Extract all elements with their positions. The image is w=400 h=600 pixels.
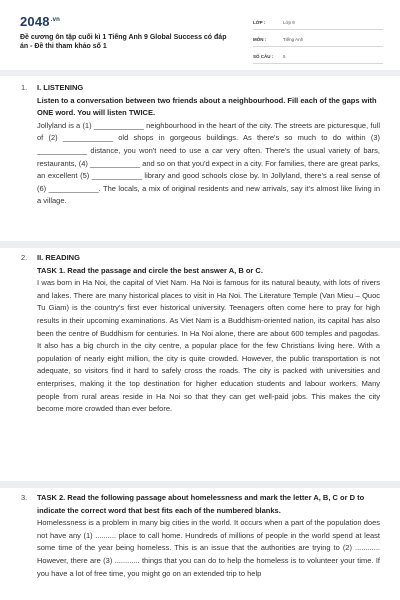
question-instruction: Listen to a conversation between two friends about a neighbourhood. Fill each of the gaps with ONE word. You will listen TWICE. [37,95,377,118]
meta-row-subject [253,33,383,47]
meta-info [253,16,383,67]
meta-label: SỐ CÂU : [253,54,274,59]
question-body [37,492,380,580]
meta-value: Tiếng Anh [283,37,304,42]
document-header [0,0,400,70]
meta-value: Lớp 9 [283,20,295,25]
header-divider [0,70,400,76]
question-passage: I was born in Ha Noi, the capital of Viet Nam. Ha Noi is famous for its natural beauty, with lots of rivers and lakes. There are many historical places to visit in Ha Noi. The Literature Temple (Van Mieu – Quoc Tu Giam) is the country's first ever historical university. Teenagers often come here to pray for high results in their upcoming examinations. As Viet Nam is a Buddhism-oriented nation, its capital has also been the centre of Buddhism for centuries. In Ha Noi alone, there are about 600 temples and pagodas. It also has a big church in the city centre, a popular place for the few Christians living here. With a population of nearly eight million, the city is quite crowded. However, the public transportation is not adequate, so visitors find it hard to safely cross the roads. The city is packed with universities and enterprises, making it the top destination for higher education students and labour workers. Many people from rural areas reside in Ha Noi so that they can get well-paid jobs. This makes the city become more crowded than ever before. [37,278,380,414]
question-passage: Homelessness is a problem in many big cities in the world. It occurs when a part of the population does not have any (1) .......... place to call home. Hundreds of millions of people in the world spend at least some time of the year being homeless. This is an issue that the authorities are trying to (2) ............ However, there are (3) ............ things that you can do to help the homeless is to volunteer your time. If you have a lot of free time, you might go on an extended trip to help [37,518,380,578]
question-number: 3. [21,493,28,502]
question-body [37,252,380,416]
question-passage: Jollyland is a (1) ____________ neighbourhood in the heart of the city. The streets are picturesque, full of (2) ____________ old shops in gorgeous buildings. As there's so much to do within (3) ____________ distance, you won't need to use a car very often. There's the usual variety of bars, restaurants, (4) ____________ and so on that you'd expect in a city. For families, there are great parks, an excellent (5) ____________ library and good schools close by. In Jollyland, there's a real sense of (6) ____________. The locals, a mix of original residents and new arrivals, say it's almost like living in a village. [37,120,380,206]
meta-label: MÔN : [253,37,267,42]
question-instruction: TASK 1. Read the passage and circle the best answer A, B or C. [37,265,263,275]
meta-label: LỚP : [253,20,266,25]
meta-row-count [253,50,383,64]
site-logo[interactable] [20,14,60,29]
question-number: 2. [21,253,28,262]
section-separator [0,241,400,248]
question-number: 1. [21,83,28,92]
meta-value: 5 [283,54,286,59]
question-body [37,82,380,208]
section-title: II. READING [37,253,80,262]
section-title: I. LISTENING [37,83,84,92]
question-instruction: TASK 2. Read the following passage about homelessness and mark the letter A, B, C or D to indicate the correct word that best fits each of the numbered blanks. [37,493,365,515]
logo-text: 2048 [20,14,50,29]
section-separator [0,481,400,488]
document-title: Đề cương ôn tập cuối kì 1 Tiếng Anh 9 Global Success có đáp án - Đề thi tham khảo số 1 [20,34,227,50]
logo-suffix: .vn [50,16,61,23]
meta-row-grade [253,16,383,30]
